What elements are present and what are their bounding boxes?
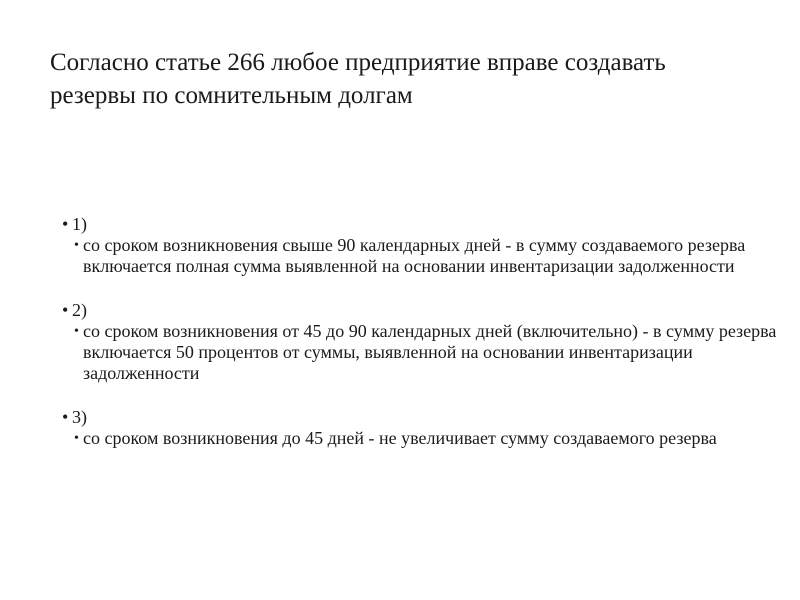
item-description-row (74, 235, 782, 277)
item-list (62, 213, 782, 471)
item-description-row (74, 321, 782, 384)
item-description: со сроком возникновения от 45 до 90 календарных дней (включительно) - в сумму резерва включается 50 процентов от суммы, выявленной на основании инвентаризации задолженности (83, 321, 777, 383)
slide-title: Согласно статье 266 любое предприятие вправе создавать резервы по сомнительным долгам (50, 49, 666, 109)
list-item (62, 299, 782, 384)
bullet-icon: • (74, 324, 79, 339)
item-number: 3) (72, 407, 87, 427)
item-number: 1) (72, 214, 87, 234)
item-number: 2) (72, 300, 87, 320)
list-item (62, 213, 782, 277)
item-description: со сроком возникновения свыше 90 календарных дней - в сумму создаваемого резерва включается полная сумма выявленной на основании инвентаризации задолженности (83, 235, 746, 276)
bullet-icon: • (62, 407, 69, 427)
bullet-icon: • (62, 300, 69, 320)
list-item (62, 406, 782, 449)
item-number-row (62, 406, 782, 428)
bullet-icon: • (74, 238, 79, 253)
item-description: со сроком возникновения до 45 дней - не увеличивает сумму создаваемого резерва (83, 428, 717, 448)
bullet-icon: • (74, 431, 79, 446)
item-description-row (74, 428, 782, 449)
item-number-row (62, 213, 782, 235)
bullet-icon: • (62, 214, 69, 234)
item-number-row (62, 299, 782, 321)
